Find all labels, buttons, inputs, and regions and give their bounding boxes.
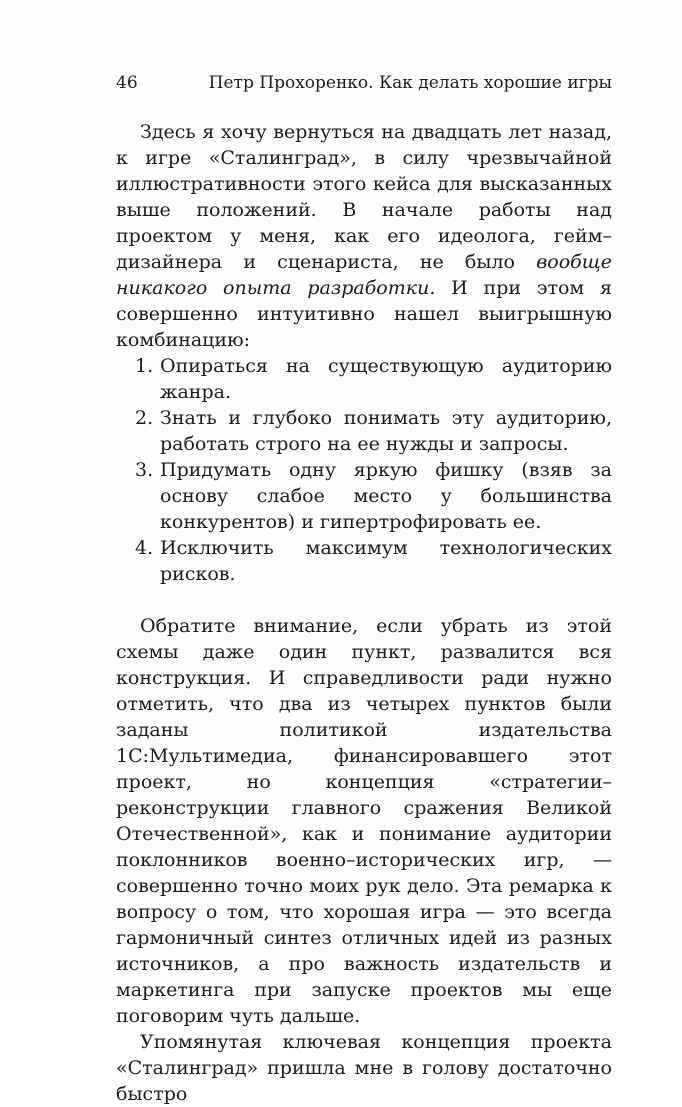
- page-number: 46: [116, 73, 138, 93]
- list-item: [116, 405, 612, 457]
- paragraph-intro-text-a: Здесь я хочу вернуться на двадцать лет назад, к игре «Сталинград», в силу чрезвычайной иллюстративности этого кейса для высказанных выше положений. В начале работы над проектом у меня, как его идеолога, гейм–дизайнера и сценариста, не было: [116, 121, 612, 273]
- list-item-text: Знать и глубоко понимать эту аудиторию, работать строго на ее нужды и запросы.: [160, 407, 612, 455]
- list-item-text: Придумать одну яркую фишку (взяв за основу слабое место у большинства конкурентов) и гипертрофировать ее.: [160, 459, 612, 533]
- running-title: Петр Прохоренко. Как делать хорошие игры: [208, 73, 612, 93]
- list-item-number: 2.: [135, 407, 154, 429]
- paragraph-intro-emphasis: вообще никакого опыта разработки: [116, 251, 612, 299]
- list-item-text: Опираться на существующую аудиторию жанра.: [160, 355, 612, 403]
- list-item-number: 3.: [135, 459, 154, 481]
- list-item: [116, 457, 612, 535]
- list-item: [116, 535, 612, 587]
- page-body: [116, 119, 612, 1107]
- paragraph-concept: Упомянутая ключевая концепция проекта «Сталинград» пришла мне в голову достаточно быстро: [116, 1031, 612, 1105]
- list-item-text: Исключить максимум технологических рисков.: [160, 537, 612, 585]
- list-item-number: 1.: [135, 355, 154, 377]
- paragraph-intro: [116, 119, 612, 353]
- list-item: [116, 353, 612, 405]
- list-item-number: 4.: [135, 537, 154, 559]
- paragraph-remark: Обратите внимание, если убрать из этой схемы даже один пункт, развалится вся конструкция. И справедливости ради нужно отметить, что два из четырех пунктов были заданы политикой издательства 1С:Мультимедиа, финансировавшего этот проект, но концепция «стратегии–реконструкции главного сражения Великой Отечественной», как и понимание аудитории поклонников военно–исторических игр, — совершенно точно моих рук дело. Эта ремарка к вопросу о том, что хорошая игра — это всегда гармоничный синтез отличных идей из разных источников, а про важность издательств и маркетинга при запуске проектов мы еще поговорим чуть дальше.: [116, 615, 612, 1027]
- numbered-list: [116, 353, 612, 587]
- paragraph-intro-text-b: . И при этом я совершенно интуитивно нашел выигрышную комбинацию:: [116, 277, 612, 351]
